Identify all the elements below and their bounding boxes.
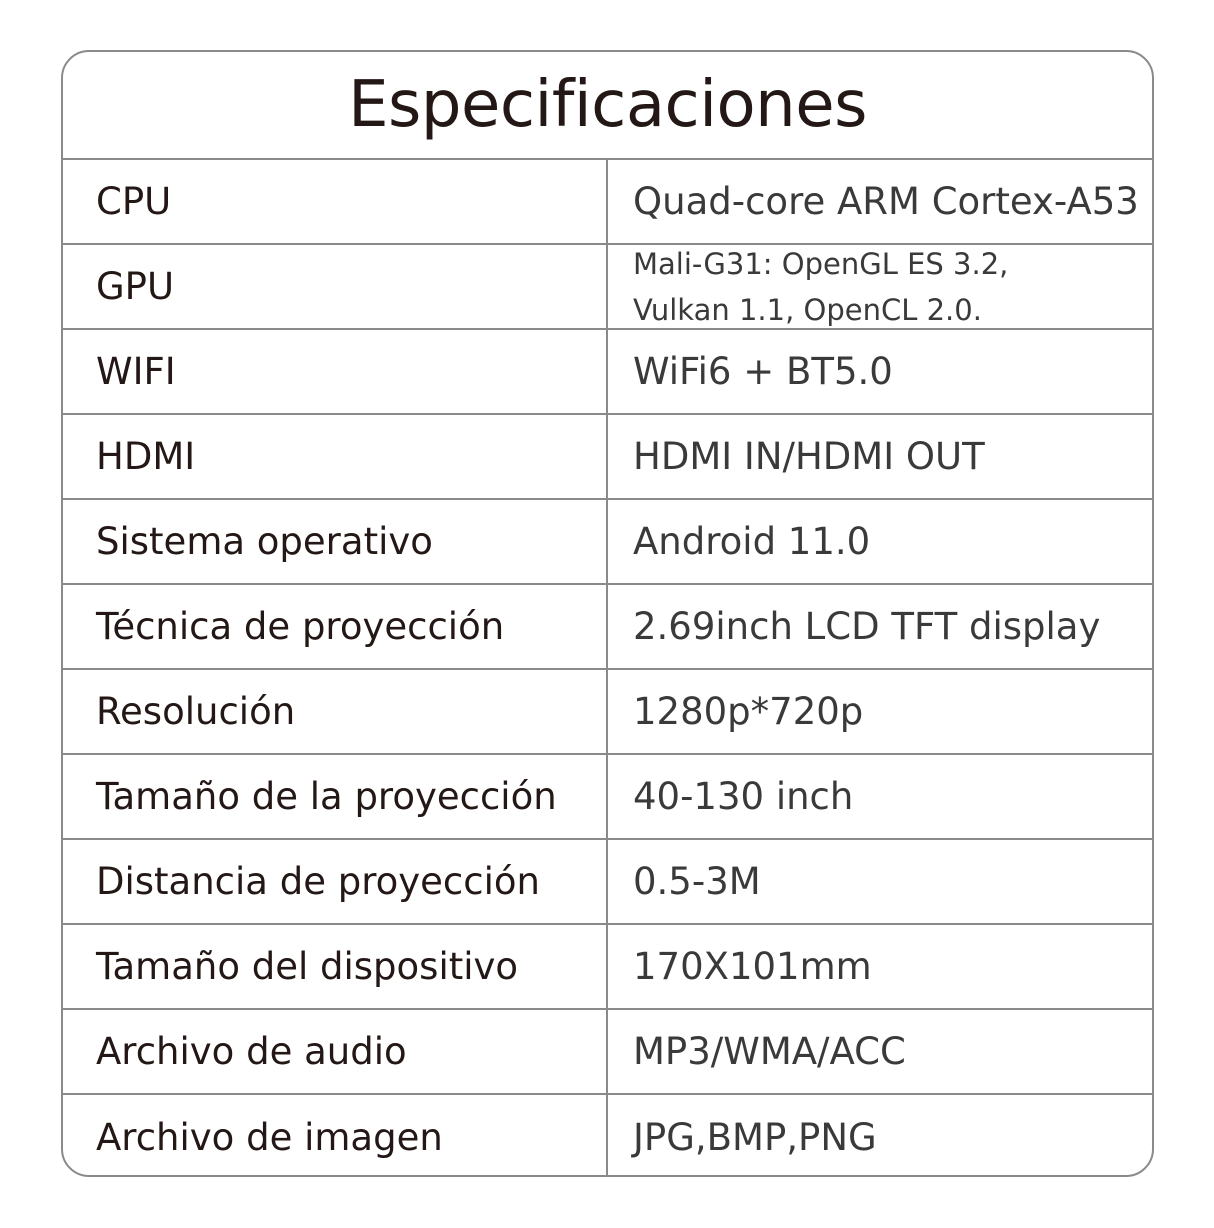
- table-row: [63, 670, 1152, 755]
- spec-label-projection-technique: Técnica de proyección: [63, 585, 608, 668]
- spec-label-gpu: GPU: [63, 245, 608, 328]
- table-row: [63, 585, 1152, 670]
- spec-value-cpu: Quad-core ARM Cortex-A53: [633, 180, 1139, 223]
- table-row: [63, 500, 1152, 585]
- spec-label-projection-size: Tamaño de la proyección: [63, 755, 608, 838]
- spec-value-gpu: [608, 245, 1152, 328]
- table-row: [63, 1095, 1152, 1177]
- spec-card: [61, 50, 1154, 1177]
- spec-table: [63, 160, 1152, 1177]
- table-row: [63, 160, 1152, 245]
- spec-value-audio-file: MP3/WMA/ACC: [633, 1030, 906, 1073]
- spec-value-projection-distance: 0.5-3M: [633, 860, 761, 903]
- spec-label-audio-file: Archivo de audio: [63, 1010, 608, 1093]
- spec-value-device-size: 170X101mm: [633, 945, 872, 988]
- spec-value-wifi: WiFi6 + BT5.0: [633, 350, 893, 393]
- spec-value-gpu-line-1: Mali-G31: OpenGL ES 3.2,: [633, 246, 1009, 281]
- spec-value-image-file: JPG,BMP,PNG: [633, 1116, 877, 1159]
- spec-value-projection-technique: 2.69inch LCD TFT display: [633, 605, 1101, 648]
- table-row: [63, 1010, 1152, 1095]
- table-row: [63, 840, 1152, 925]
- table-row: [63, 330, 1152, 415]
- spec-label-hdmi: HDMI: [63, 415, 608, 498]
- spec-label-device-size: Tamaño del dispositivo: [63, 925, 608, 1008]
- spec-value-projection-size: 40-130 inch: [633, 775, 854, 818]
- table-row: [63, 415, 1152, 500]
- spec-value-os: Android 11.0: [633, 520, 871, 563]
- spec-value-resolution: 1280p*720p: [633, 690, 864, 733]
- spec-label-projection-distance: Distancia de proyección: [63, 840, 608, 923]
- table-row: [63, 755, 1152, 840]
- spec-value-hdmi: HDMI IN/HDMI OUT: [633, 435, 985, 478]
- spec-label-resolution: Resolución: [63, 670, 608, 753]
- spec-label-os: Sistema operativo: [63, 500, 608, 583]
- table-row: [63, 925, 1152, 1010]
- table-row: [63, 245, 1152, 330]
- spec-label-wifi: WIFI: [63, 330, 608, 413]
- page-title: Especificaciones: [63, 52, 1152, 160]
- spec-label-cpu: CPU: [63, 160, 608, 243]
- spec-value-gpu-line-2: Vulkan 1.1, OpenCL 2.0.: [633, 292, 982, 327]
- spec-label-image-file: Archivo de imagen: [63, 1095, 608, 1177]
